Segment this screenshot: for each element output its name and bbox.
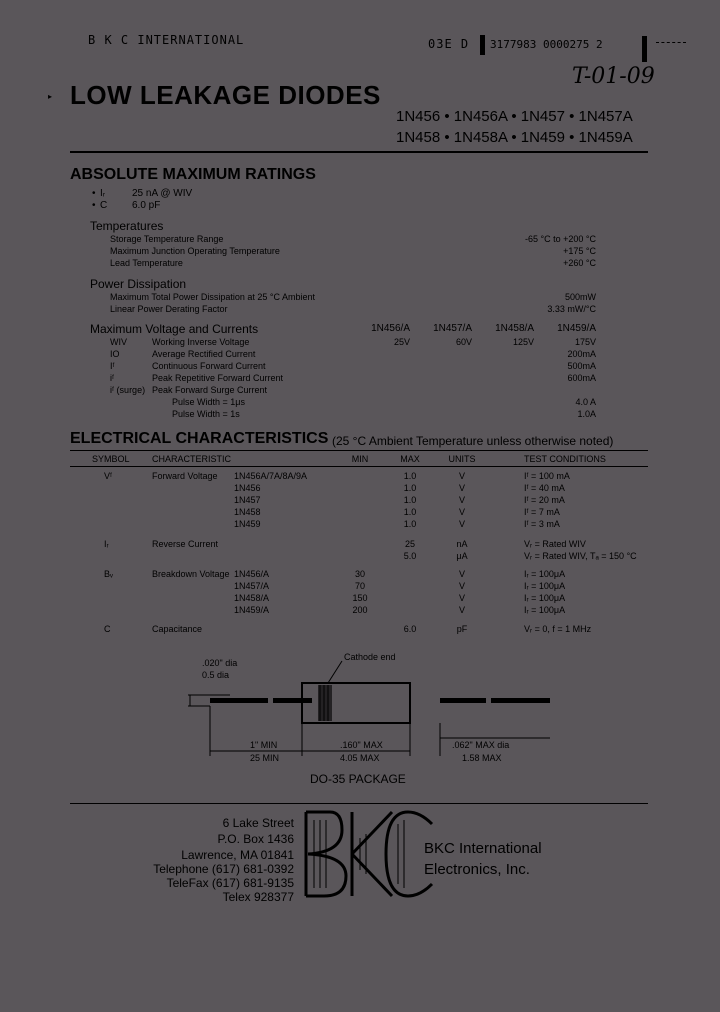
temp-row-value: -65 °C to +200 °C xyxy=(525,234,596,244)
elec-max: 1.0 xyxy=(403,471,417,481)
voltage-row-label: Average Rectified Current xyxy=(152,349,256,359)
voltage-row-label: Pulse Width = 1s xyxy=(172,409,240,419)
barcode-bar-left xyxy=(480,35,485,55)
voltage-row-value: 25V xyxy=(393,337,410,347)
elec-part: 1N459 xyxy=(234,519,261,529)
elec-characteristic: Forward Voltage xyxy=(152,471,218,481)
elec-part: 1N457 xyxy=(234,495,261,505)
models-row-1: 1N456 • 1N456A • 1N457 • 1N457A xyxy=(396,108,633,125)
lead-diameter: .020" dia xyxy=(202,658,238,668)
footer-rule xyxy=(70,803,648,804)
elec-condition: Vᵣ = Rated WIV, Tₐ = 150 °C xyxy=(524,551,637,561)
voltage-row-value: 200mA xyxy=(567,349,596,359)
barcode-bar-right xyxy=(642,36,647,62)
bullet-1: • xyxy=(92,188,96,199)
col-units: UNITS xyxy=(448,454,476,464)
temp-row-value: +175 °C xyxy=(563,246,596,256)
elec-condition: Iᵣ = 100μA xyxy=(524,569,566,579)
power-row-label: Linear Power Derating Factor xyxy=(110,304,228,314)
bullet-2-value: 6.0 pF xyxy=(132,200,161,211)
elec-units: μA xyxy=(456,551,468,561)
elec-condition: Iᵣ = 100μA xyxy=(524,593,566,603)
bkc-logo xyxy=(300,808,438,900)
voltage-row-symbol: IO xyxy=(110,349,120,359)
voltage-row-label: Peak Forward Surge Current xyxy=(152,385,268,395)
elec-characteristic: Reverse Current xyxy=(152,539,219,549)
elec-max: 6.0 xyxy=(403,624,417,634)
page-title: LOW LEAKAGE DIODES xyxy=(70,80,381,110)
elec-max: 1.0 xyxy=(403,507,417,517)
elec-units: V xyxy=(458,605,465,615)
elec-units: V xyxy=(458,507,465,517)
elec-max: 25 xyxy=(404,539,415,549)
voltage-row-value: 500mA xyxy=(567,361,596,371)
address-line: Lawrence, MA 01841 xyxy=(181,848,294,862)
elec-heading: ELECTRICAL CHARACTERISTICS xyxy=(70,430,329,447)
elec-max: 1.0 xyxy=(403,495,417,505)
elec-part: 1N458 xyxy=(234,507,261,517)
elec-units: V xyxy=(458,569,465,579)
voltage-col-header: 1N459/A xyxy=(557,323,596,334)
elec-characteristic: Capacitance xyxy=(152,624,203,634)
elec-symbol: Vᶠ xyxy=(104,471,113,481)
title-rule xyxy=(70,151,648,153)
elec-min: 30 xyxy=(354,569,365,579)
address-line: P.O. Box 1436 xyxy=(217,832,294,846)
voltage-col-header: 1N457/A xyxy=(433,323,472,334)
elec-units: V xyxy=(458,581,465,591)
col-symbol: SYMBOL xyxy=(92,454,130,464)
temp-row-label: Lead Temperature xyxy=(110,258,183,268)
phone-line: Telephone (617) 681-0392 xyxy=(153,862,294,876)
elec-part: 1N456 xyxy=(234,483,261,493)
abs-max-heading: ABSOLUTE MAXIMUM RATINGS xyxy=(70,166,316,183)
temp-row-label: Maximum Junction Operating Temperature xyxy=(110,246,280,256)
voltage-row-label: Pulse Width = 1μs xyxy=(172,397,245,407)
elec-max: 1.0 xyxy=(403,483,417,493)
bullet-1-symbol: Iᵣ xyxy=(100,188,106,199)
doc-code: 03E D xyxy=(428,37,470,51)
voltage-row-label: Peak Repetitive Forward Current xyxy=(152,373,284,383)
elec-condition: Vᵣ = Rated WIV xyxy=(524,539,586,549)
bullet-1-value: 25 nA @ WIV xyxy=(132,188,193,199)
body-length-mm: 4.05 MAX xyxy=(340,753,380,763)
voltage-row-value: 600mA xyxy=(567,373,596,383)
elec-max: 1.0 xyxy=(403,519,417,529)
elec-condition: Iᵣ = 100μA xyxy=(524,581,566,591)
elec-units: V xyxy=(458,495,465,505)
elec-units: V xyxy=(458,593,465,603)
telex-line: Telex 928377 xyxy=(222,890,294,904)
elec-min: 70 xyxy=(354,581,365,591)
power-row-label: Maximum Total Power Dissipation at 25 °C Ambient xyxy=(110,292,316,302)
col-test-conditions: TEST CONDITIONS xyxy=(524,454,606,464)
voltage-heading: Maximum Voltage and Currents xyxy=(90,322,259,336)
voltage-row-value: 60V xyxy=(455,337,472,347)
voltage-row-value: 4.0 A xyxy=(575,397,596,407)
handwritten-code: T-01-09 xyxy=(572,64,655,89)
body-diameter: .062" MAX dia xyxy=(452,740,510,750)
voltage-row-value: 1.0A xyxy=(577,409,596,419)
temps-heading: Temperatures xyxy=(90,219,164,233)
lead-length-mm: 25 MIN xyxy=(250,753,280,763)
elec-condition: Iᶠ = 40 mA xyxy=(524,483,565,493)
voltage-row-label: Continuous Forward Current xyxy=(152,361,266,371)
voltage-col-header: 1N458/A xyxy=(495,323,534,334)
elec-condition: Iᶠ = 3 mA xyxy=(524,519,560,529)
fax-line: TeleFax (617) 681-9135 xyxy=(166,876,294,890)
elec-condition: Iᶠ = 20 mA xyxy=(524,495,565,505)
elec-rule-header xyxy=(70,466,648,467)
elec-symbol: C xyxy=(104,624,111,634)
elec-min: 200 xyxy=(352,605,368,615)
voltage-row-symbol: WIV xyxy=(110,337,127,347)
company-header: B K C INTERNATIONAL xyxy=(88,33,245,47)
elec-characteristic: Breakdown Voltage xyxy=(152,569,230,579)
elec-condition: Iᶠ = 7 mA xyxy=(524,507,560,517)
bullet-2: • xyxy=(92,200,96,211)
package-caption: DO-35 PACKAGE xyxy=(310,772,406,786)
col-max: MAX xyxy=(400,454,420,464)
margin-mark: ▸ xyxy=(48,92,53,101)
elec-part: 1N459/A xyxy=(234,605,270,615)
elec-min: 150 xyxy=(352,593,368,603)
power-row-value: 3.33 mW/°C xyxy=(547,304,596,314)
body-diameter-mm: 1.58 MAX xyxy=(462,753,502,763)
voltage-row-symbol: iᶠ xyxy=(110,373,115,383)
elec-condition: Iᶠ = 100 mA xyxy=(524,471,570,481)
models-row-2: 1N458 • 1N458A • 1N459 • 1N459A xyxy=(396,129,633,146)
elec-rule-top xyxy=(70,450,648,451)
elec-units: V xyxy=(458,519,465,529)
elec-part: 1N457/A xyxy=(234,581,270,591)
temp-row-label: Storage Temperature Range xyxy=(110,234,224,244)
voltage-row-symbol: iᶠ (surge) xyxy=(110,385,146,395)
voltage-row-label: Working Inverse Voltage xyxy=(152,337,250,347)
cathode-label: Cathode end xyxy=(344,652,396,662)
barcode-text: 3177983 0000275 2 xyxy=(490,38,603,51)
power-row-value: 500mW xyxy=(564,292,596,302)
address-line: 6 Lake Street xyxy=(222,816,294,830)
elec-part: 1N456A/7A/8A/9A xyxy=(234,471,308,481)
lead-length: 1" MIN xyxy=(250,740,278,750)
body-length: .160" MAX xyxy=(340,740,383,750)
voltage-row-symbol: Iᶠ xyxy=(110,361,115,371)
elec-units: nA xyxy=(456,539,468,549)
elec-symbol: Iᵣ xyxy=(104,539,109,549)
elec-condition: Vᵣ = 0, f = 1 MHz xyxy=(524,624,592,634)
col-min: MIN xyxy=(351,454,369,464)
company-name-1: BKC International xyxy=(424,840,542,857)
lead-diameter-mm: 0.5 dia xyxy=(202,670,230,680)
header-dash xyxy=(656,42,686,43)
elec-part: 1N458/A xyxy=(234,593,270,603)
col-characteristic: CHARACTERISTIC xyxy=(152,454,232,464)
elec-units: V xyxy=(458,471,465,481)
company-name-2: Electronics, Inc. xyxy=(424,861,530,878)
elec-max: 5.0 xyxy=(403,551,417,561)
elec-symbol: Bᵥ xyxy=(104,569,113,579)
elec-units: pF xyxy=(456,624,468,634)
elec-condition: Iᵣ = 100μA xyxy=(524,605,566,615)
voltage-col-header: 1N456/A xyxy=(371,323,410,334)
voltage-row-value: 125V xyxy=(512,337,534,347)
power-heading: Power Dissipation xyxy=(90,277,187,291)
elec-units: V xyxy=(458,483,465,493)
voltage-row-value: 175V xyxy=(574,337,596,347)
bullet-2-symbol: C xyxy=(100,200,108,211)
temp-row-value: +260 °C xyxy=(563,258,596,268)
elec-subheading: (25 °C Ambient Temperature unless otherwise noted) xyxy=(332,434,614,448)
elec-part: 1N456/A xyxy=(234,569,270,579)
